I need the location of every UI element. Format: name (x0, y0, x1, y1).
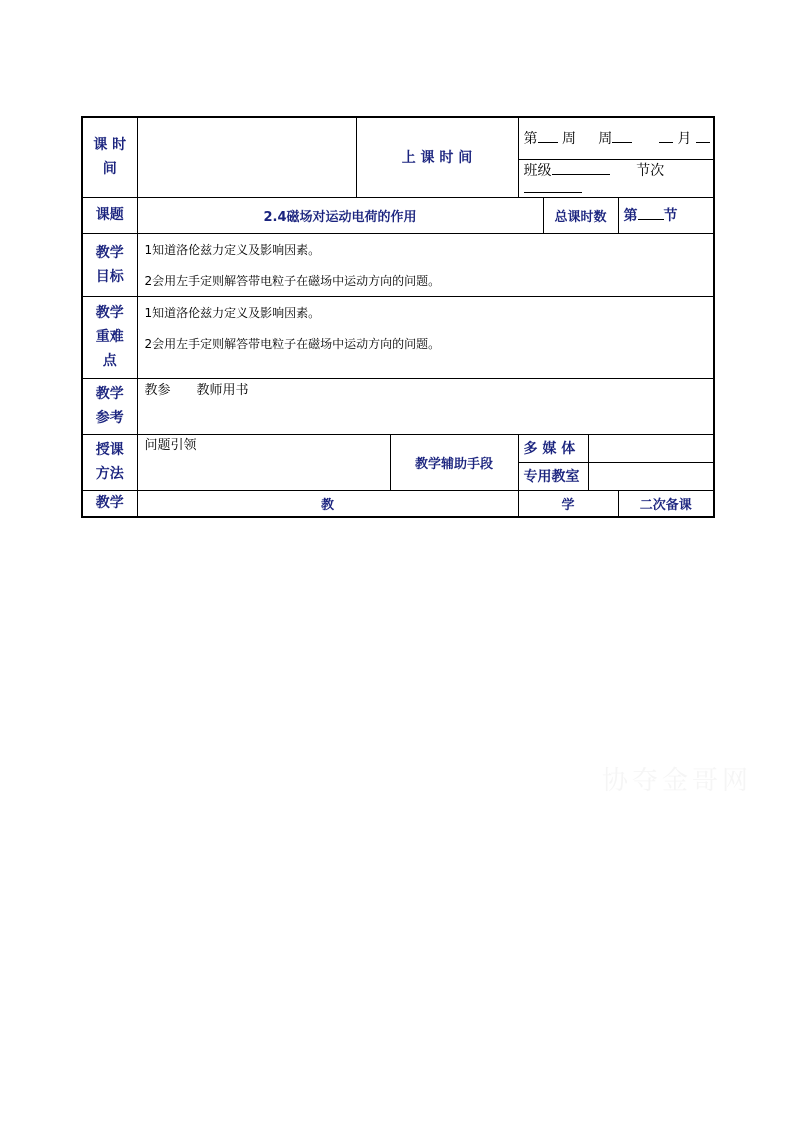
teach-column-label: 教 (320, 497, 334, 513)
week-suffix: 周 (561, 131, 576, 148)
section-prefix: 第 (623, 208, 638, 224)
topic-title-cell (137, 197, 543, 233)
key-points-label-line-3: 点 (102, 353, 117, 369)
method-label-cell (82, 434, 137, 490)
class-label: 班级 (523, 162, 552, 179)
week-number-blank[interactable] (538, 130, 558, 143)
weekday-label: 周 (598, 131, 613, 148)
weekday-blank[interactable] (612, 130, 632, 143)
class-period-cell[interactable] (518, 159, 714, 197)
learn-column-label: 学 (561, 497, 575, 513)
reference-content-cell (137, 378, 714, 434)
process-label: 教学 (95, 495, 124, 512)
day-blank[interactable] (696, 130, 710, 143)
process-label-cell (82, 490, 137, 517)
reference-label-cell (82, 378, 137, 434)
topic-label: 课题 (95, 207, 124, 223)
classroom-label-cell (518, 462, 588, 490)
key-points-label-cell (82, 296, 137, 378)
lesson-plan-table (81, 116, 715, 518)
period-label: 节次 (636, 162, 665, 179)
class-time-label-line-1: 课 时 (93, 137, 127, 154)
goals-content-cell (137, 233, 714, 296)
key-point-item: 2会用左手定则解答带电粒子在磁场中运动方向的问题。 (144, 336, 441, 351)
lesson-time-label: 上 课 时 间 (401, 150, 473, 167)
watermark: 协夺金哥网 (602, 766, 753, 796)
key-points-content-cell (137, 296, 714, 378)
class-time-label-line-2: 间 (102, 161, 117, 178)
method-text: 问题引领 (144, 437, 197, 453)
multimedia-value-cell[interactable] (588, 434, 714, 462)
classroom-label: 专用教室 (523, 469, 580, 485)
process-learn-header (518, 490, 618, 517)
topic-title: 2.4磁场对运动电荷的作用 (263, 209, 417, 225)
method-row-top (82, 434, 714, 462)
total-hours-label: 总课时数 (554, 209, 607, 225)
teaching-aid-label: 教学辅助手段 (414, 456, 493, 472)
section-blank[interactable] (638, 207, 664, 220)
total-hours-label-cell (543, 197, 618, 233)
key-points-label-line-1: 教学 (95, 305, 124, 321)
backup-column-label: 二次备课 (639, 497, 692, 513)
class-time-label-cell (82, 117, 137, 197)
topic-label-cell (82, 197, 137, 233)
reference-label-line-2: 参考 (95, 410, 124, 426)
class-time-value-cell[interactable] (137, 117, 356, 197)
goals-label-line-2: 目标 (95, 268, 124, 285)
lesson-time-label-cell (356, 117, 518, 197)
period-blank[interactable] (524, 180, 582, 193)
process-header-row (82, 490, 714, 517)
class-blank[interactable] (552, 162, 610, 175)
classroom-value-cell[interactable] (588, 462, 714, 490)
multimedia-label-cell (518, 434, 588, 462)
key-points-row (82, 296, 714, 378)
topic-row (82, 197, 714, 233)
month-label: 月 (677, 131, 692, 148)
reference-text: 教参 教师用书 (144, 382, 249, 398)
process-backup-header (618, 490, 714, 517)
goals-label-cell (82, 233, 137, 296)
reference-row (82, 378, 714, 434)
teaching-aid-label-cell (390, 434, 518, 490)
section-cell[interactable] (618, 197, 714, 233)
week-date-cell[interactable] (518, 117, 714, 159)
goal-item: 1知道洛伦兹力定义及影响因素。 (144, 242, 321, 257)
multimedia-label: 多 媒 体 (523, 441, 576, 457)
month-blank[interactable] (659, 130, 673, 143)
method-label-line-1: 授课 (95, 442, 124, 458)
process-teach-header (137, 490, 518, 517)
week-prefix: 第 (523, 131, 538, 148)
time-row-top (82, 117, 714, 159)
key-points-label-line-2: 重难 (95, 329, 124, 345)
goals-label-line-1: 教学 (95, 244, 124, 261)
goal-item: 2会用左手定则解答带电粒子在磁场中运动方向的问题。 (144, 273, 441, 288)
method-label-line-2: 方法 (95, 466, 124, 482)
method-text-cell (137, 434, 390, 490)
key-point-item: 1知道洛伦兹力定义及影响因素。 (144, 305, 321, 320)
reference-label-line-1: 教学 (95, 386, 124, 402)
section-suffix: 节 (663, 208, 678, 224)
goals-row (82, 233, 714, 296)
